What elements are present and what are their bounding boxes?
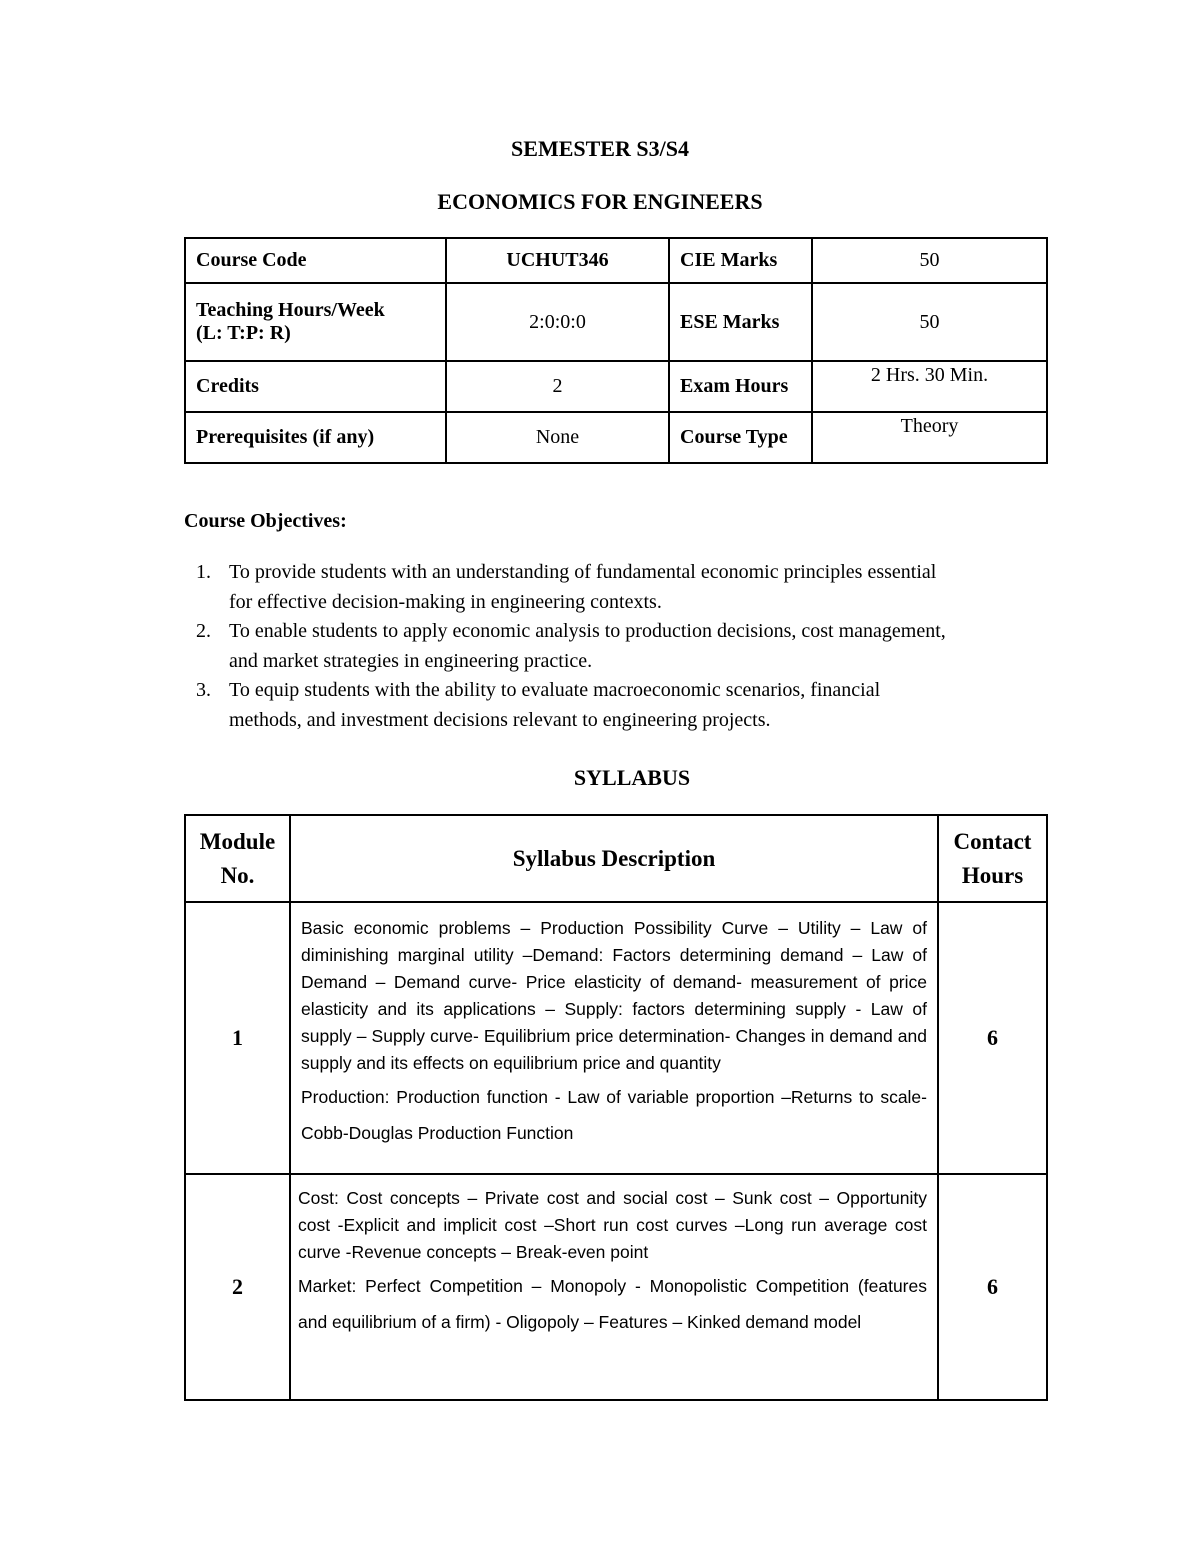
- objective-line: for effective decision-making in engineering contexts.: [229, 590, 662, 613]
- hours-header-line1: Contact: [953, 828, 1032, 854]
- hours-column-header: [938, 815, 1047, 902]
- module-number: 2: [185, 1174, 290, 1400]
- cie-marks-value: 50: [812, 238, 1047, 283]
- info-row-teaching-hours: [185, 283, 1047, 361]
- table-row: [185, 1174, 1047, 1400]
- prerequisites-label: Prerequisites (if any): [185, 412, 446, 463]
- objective-line: methods, and investment decisions relevant to engineering projects.: [229, 708, 771, 731]
- credits-label: Credits: [185, 361, 446, 412]
- objective-line: To equip students with the ability to evaluate macroeconomic scenarios, financial: [229, 679, 881, 701]
- module-number: 1: [185, 902, 290, 1174]
- exam-hours-value: 2 Hrs. 30 Min.: [812, 361, 1047, 412]
- ese-marks-value: 50: [812, 283, 1047, 361]
- exam-hours-label: Exam Hours: [669, 361, 812, 412]
- description-paragraph: Basic economic problems – Production Possibility Curve – Utility – Law of diminishing marginal utility –Demand: Factors determining demand – Law of Demand – Demand curve- Price elasticity of demand- measurement of price elasticity and its applications – Supply: factors determining supply - Law of supply – Supply curve- Equilibrium price determination- Changes in demand and supply and its effects on equilibrium price and quantity: [301, 918, 927, 1073]
- objective-item: [184, 617, 1014, 676]
- course-title: ECONOMICS FOR ENGINEERS: [437, 189, 763, 214]
- syllabus-description: [290, 1174, 938, 1400]
- info-row-prerequisites: [185, 412, 1047, 463]
- contact-hours: 6: [938, 902, 1047, 1174]
- course-code-value: UCHUT346: [446, 238, 669, 283]
- teaching-hours-value: 2:0:0:0: [446, 283, 669, 361]
- contact-hours: 6: [938, 1174, 1047, 1400]
- description-paragraph: Cost: Cost concepts – Private cost and social cost – Sunk cost – Opportunity cost -Explicit and implicit cost –Short run cost curves –Long run average cost curve -Revenue concepts – Break-even point: [298, 1188, 927, 1262]
- credits-value: 2: [446, 361, 669, 412]
- objective-number: 2.: [196, 620, 211, 642]
- ese-marks-label: ESE Marks: [669, 283, 812, 361]
- cie-marks-label: CIE Marks: [669, 238, 812, 283]
- objective-item: [184, 558, 1014, 617]
- syllabus-table: [184, 814, 1048, 1401]
- info-row-course-code: [185, 238, 1047, 283]
- course-type-label: Course Type: [669, 412, 812, 463]
- teaching-hours-label: [185, 283, 446, 361]
- semester-heading: SEMESTER S3/S4: [511, 136, 689, 161]
- description-paragraph: Market: Perfect Competition – Monopoly - Monopolistic Competition (features and equilibrium of a firm) - Oligopoly – Features – Kinked demand model: [298, 1276, 927, 1332]
- course-type-value: Theory: [812, 412, 1047, 463]
- description-column-header: Syllabus Description: [290, 815, 938, 902]
- hours-header-line2: Hours: [961, 862, 1024, 888]
- objective-number: 3.: [196, 679, 211, 701]
- course-info-table: [184, 237, 1048, 464]
- syllabus-header-row: [185, 815, 1047, 902]
- objective-line: and market strategies in engineering practice.: [229, 649, 593, 672]
- course-code-label: Course Code: [185, 238, 446, 283]
- course-objectives-list: [184, 558, 1014, 735]
- info-row-credits: [185, 361, 1047, 412]
- module-header-line1: Module: [199, 828, 276, 854]
- teaching-hours-label-line2: (L: T:P: R): [196, 322, 291, 344]
- table-row: [185, 902, 1047, 1174]
- syllabus-description: [290, 902, 938, 1174]
- prerequisites-value: None: [446, 412, 669, 463]
- module-column-header: [185, 815, 290, 902]
- objective-line: To provide students with an understanding of fundamental economic principles essential: [229, 561, 937, 583]
- teaching-hours-label-line1: Teaching Hours/Week: [196, 299, 385, 321]
- objective-item: [184, 676, 1014, 735]
- objective-number: 1.: [196, 561, 211, 583]
- module-header-line2: No.: [220, 862, 255, 888]
- course-objectives-heading: Course Objectives:: [184, 510, 347, 532]
- description-paragraph: Production: Production function - Law of variable proportion –Returns to scale- Cobb-Douglas Production Function: [301, 1087, 927, 1143]
- objective-line: To enable students to apply economic analysis to production decisions, cost management,: [229, 620, 946, 642]
- syllabus-heading: SYLLABUS: [573, 765, 691, 790]
